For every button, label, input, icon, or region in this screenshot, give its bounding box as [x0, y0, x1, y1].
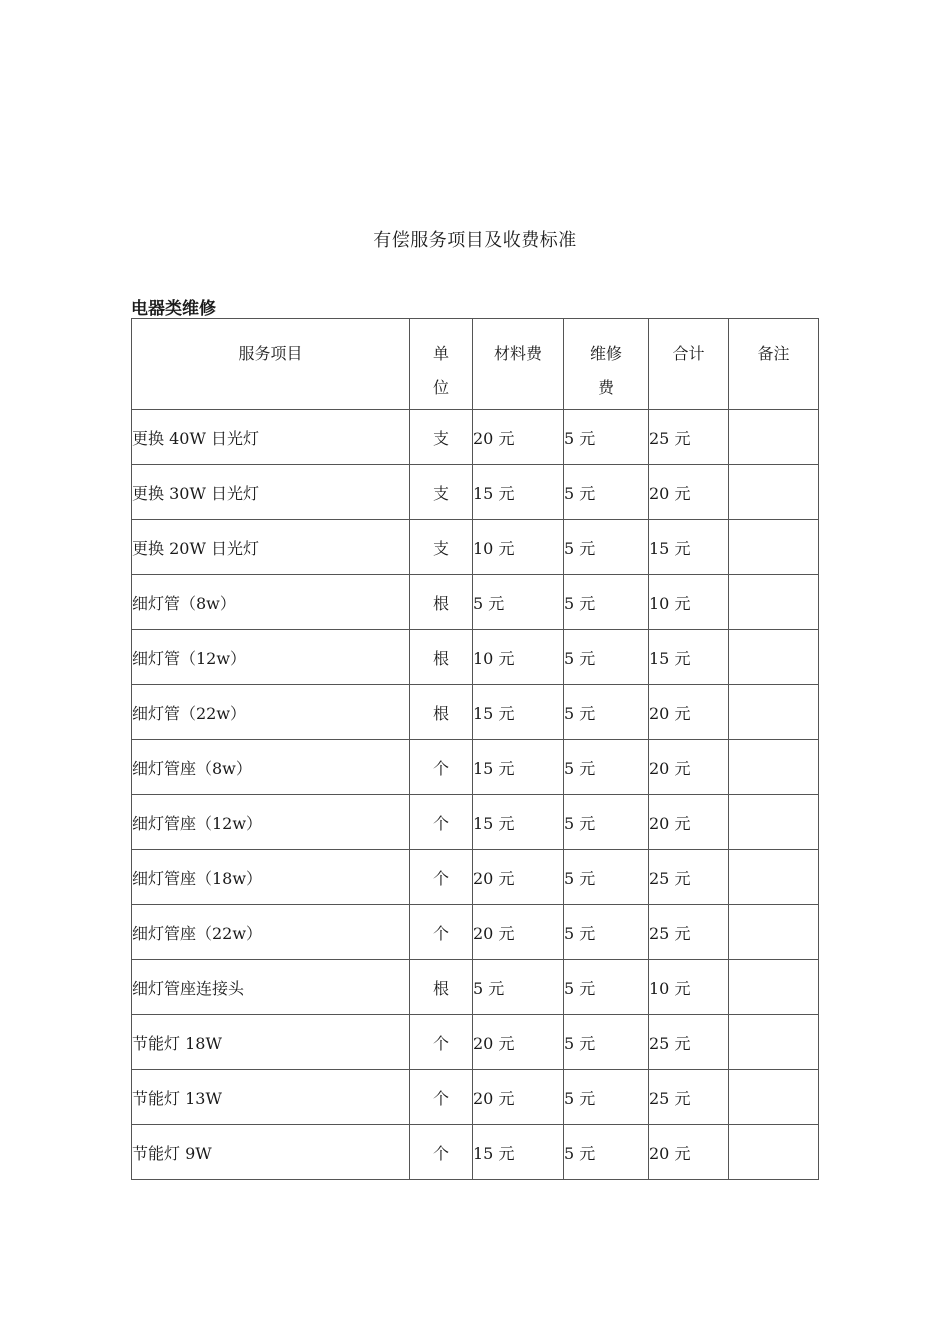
- table-row: [132, 740, 819, 795]
- table-row: [132, 905, 819, 960]
- cell-unit: 支: [410, 520, 473, 575]
- cell-item: 细灯管座（12w）: [132, 795, 410, 850]
- cell-total: 25 元: [649, 905, 729, 960]
- cell-total: 15 元: [649, 520, 729, 575]
- cell-repair: 5 元: [564, 795, 649, 850]
- cell-material: 20 元: [473, 1015, 564, 1070]
- cell-repair: 5 元: [564, 850, 649, 905]
- cell-repair: 5 元: [564, 1125, 649, 1180]
- table-row: [132, 465, 819, 520]
- table-body: [132, 410, 819, 1180]
- cell-repair: 5 元: [564, 410, 649, 465]
- cell-total: 20 元: [649, 740, 729, 795]
- cell-note: [729, 740, 819, 795]
- cell-item: 细灯管（22w）: [132, 685, 410, 740]
- table-row: [132, 850, 819, 905]
- cell-total: 15 元: [649, 630, 729, 685]
- cell-repair: 5 元: [564, 905, 649, 960]
- cell-note: [729, 850, 819, 905]
- cell-total: 10 元: [649, 960, 729, 1015]
- table-row: [132, 1015, 819, 1070]
- cell-item: 细灯管（8w）: [132, 575, 410, 630]
- cell-repair: 5 元: [564, 960, 649, 1015]
- cell-item: 细灯管座连接头: [132, 960, 410, 1015]
- table-row: [132, 520, 819, 575]
- cell-item: 细灯管座（8w）: [132, 740, 410, 795]
- cell-note: [729, 630, 819, 685]
- cell-material: 15 元: [473, 740, 564, 795]
- cell-material: 15 元: [473, 1125, 564, 1180]
- table-row: [132, 795, 819, 850]
- header-total: 合计: [649, 319, 729, 410]
- cell-total: 25 元: [649, 1015, 729, 1070]
- cell-material: 15 元: [473, 685, 564, 740]
- cell-material: 20 元: [473, 850, 564, 905]
- cell-note: [729, 1125, 819, 1180]
- page-title: 有偿服务项目及收费标准: [373, 230, 577, 251]
- cell-note: [729, 1070, 819, 1125]
- cell-note: [729, 465, 819, 520]
- cell-note: [729, 905, 819, 960]
- cell-total: 20 元: [649, 685, 729, 740]
- table-row: [132, 575, 819, 630]
- cell-note: [729, 410, 819, 465]
- cell-item: 细灯管座（18w）: [132, 850, 410, 905]
- cell-material: 15 元: [473, 465, 564, 520]
- cell-note: [729, 575, 819, 630]
- cell-unit: 个: [410, 1125, 473, 1180]
- cell-item: 更换 30W 日光灯: [132, 465, 410, 520]
- cell-unit: 个: [410, 1015, 473, 1070]
- cell-total: 25 元: [649, 1070, 729, 1125]
- table-row: [132, 630, 819, 685]
- cell-unit: 支: [410, 410, 473, 465]
- cell-repair: 5 元: [564, 465, 649, 520]
- table-row: [132, 960, 819, 1015]
- cell-unit: 个: [410, 850, 473, 905]
- cell-unit: 根: [410, 575, 473, 630]
- header-unit-label: 单位: [432, 344, 449, 397]
- price-table: [131, 318, 819, 1180]
- cell-unit: 根: [410, 960, 473, 1015]
- cell-item: 更换 40W 日光灯: [132, 410, 410, 465]
- header-repair-label: 维修费: [589, 344, 622, 397]
- table-header-row: [132, 319, 819, 410]
- table-row: [132, 685, 819, 740]
- cell-repair: 5 元: [564, 740, 649, 795]
- cell-item: 细灯管座（22w）: [132, 905, 410, 960]
- table-row: [132, 1070, 819, 1125]
- cell-unit: 根: [410, 685, 473, 740]
- cell-note: [729, 685, 819, 740]
- cell-material: 15 元: [473, 795, 564, 850]
- cell-repair: 5 元: [564, 520, 649, 575]
- cell-total: 20 元: [649, 465, 729, 520]
- cell-unit: 个: [410, 905, 473, 960]
- cell-material: 20 元: [473, 905, 564, 960]
- cell-material: 10 元: [473, 630, 564, 685]
- cell-total: 10 元: [649, 575, 729, 630]
- cell-unit: 个: [410, 740, 473, 795]
- cell-unit: 支: [410, 465, 473, 520]
- header-repair: [564, 319, 649, 410]
- header-item: 服务项目: [132, 319, 410, 410]
- header-material: 材料费: [473, 319, 564, 410]
- header-unit: [410, 319, 473, 410]
- cell-item: 节能灯 13W: [132, 1070, 410, 1125]
- cell-note: [729, 1015, 819, 1070]
- cell-unit: 根: [410, 630, 473, 685]
- cell-item: 节能灯 18W: [132, 1015, 410, 1070]
- cell-unit: 个: [410, 1070, 473, 1125]
- table-row: [132, 410, 819, 465]
- cell-item: 细灯管（12w）: [132, 630, 410, 685]
- cell-repair: 5 元: [564, 1015, 649, 1070]
- cell-material: 5 元: [473, 575, 564, 630]
- cell-note: [729, 520, 819, 575]
- cell-material: 20 元: [473, 410, 564, 465]
- cell-repair: 5 元: [564, 630, 649, 685]
- cell-material: 10 元: [473, 520, 564, 575]
- cell-repair: 5 元: [564, 575, 649, 630]
- cell-total: 25 元: [649, 850, 729, 905]
- section-title: 电器类维修: [131, 299, 216, 319]
- cell-total: 20 元: [649, 1125, 729, 1180]
- cell-repair: 5 元: [564, 1070, 649, 1125]
- table-row: [132, 1125, 819, 1180]
- cell-material: 5 元: [473, 960, 564, 1015]
- cell-repair: 5 元: [564, 685, 649, 740]
- cell-note: [729, 960, 819, 1015]
- cell-note: [729, 795, 819, 850]
- cell-total: 25 元: [649, 410, 729, 465]
- cell-total: 20 元: [649, 795, 729, 850]
- cell-unit: 个: [410, 795, 473, 850]
- cell-material: 20 元: [473, 1070, 564, 1125]
- cell-item: 节能灯 9W: [132, 1125, 410, 1180]
- header-note: 备注: [729, 319, 819, 410]
- cell-item: 更换 20W 日光灯: [132, 520, 410, 575]
